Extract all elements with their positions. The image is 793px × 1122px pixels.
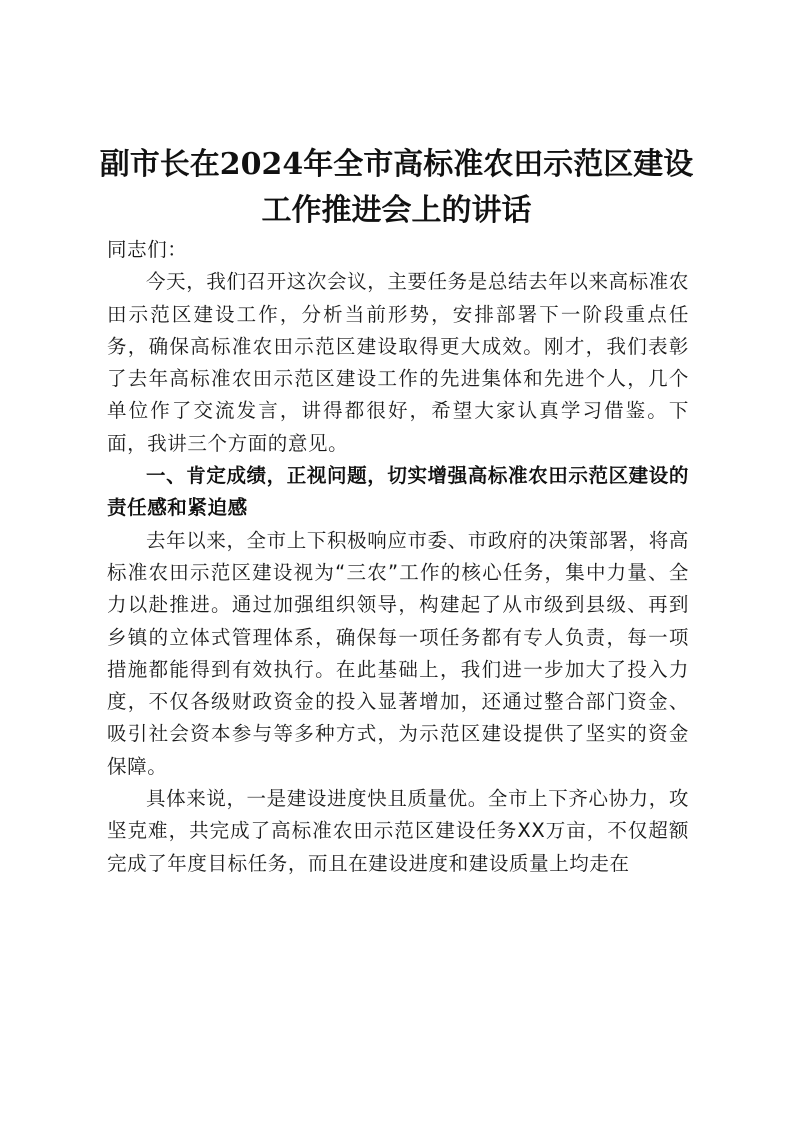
paragraph-achievements: 去年以来，全市上下积极响应市委、市政府的决策部署，将高标准农田示范区建设视为“三农”工作的核心任务，集中力量、全力以赴推进。通过加强组织领导，构建起了从市级到县级、再到乡镇的立体式管理体系，确保每一项任务都有专人负责，每一项措施都能得到有效执行。在此基础上，我们进一步加大了投入力度，不仅各级财政资金的投入显著增加，还通过整合部门资金、吸引社会资本参与等多种方式，为示范区建设提供了坚实的资金保障。: [107, 528, 689, 778]
salutation: 同志们：: [107, 238, 188, 261]
document-body: [107, 234, 689, 880]
document-title-line-1: 副市长在2024年全市高标准农田示范区建设: [99, 147, 694, 182]
document-title-line-2: 工作推进会上的讲话: [261, 193, 532, 228]
section-heading-1: 一、肯定成绩，正视问题，切实增强高标准农田示范区建设的责任感和紧迫感: [107, 464, 689, 520]
paragraph-intro: 今天，我们召开这次会议，主要任务是总结去年以来高标准农田示范区建设工作，分析当前形势，安排部署下一阶段重点任务，确保高标准农田示范区建设取得更大成效。刚才，我们表彰了去年高标准农田示范区建设工作的先进集体和先进个人，几个单位作了交流发言，讲得都很好，希望大家认真学习借鉴。下面，我讲三个方面的意见。: [107, 270, 689, 455]
paragraph-specifics: 具体来说，一是建设进度快且质量优。全市上下齐心协力，攻坚克难，共完成了高标准农田示范区建设任务XX万亩，不仅超额完成了年度目标任务，而且在建设进度和建设质量上均走在: [107, 787, 689, 875]
